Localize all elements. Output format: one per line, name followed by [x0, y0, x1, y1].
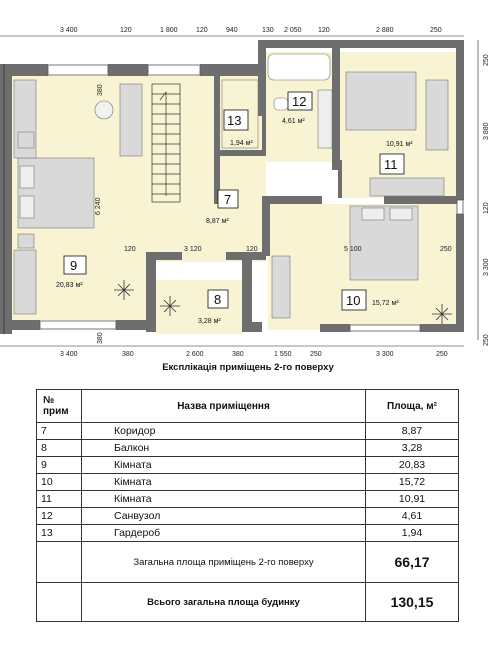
dim-label: 2 600 — [186, 351, 204, 358]
row-area: 4,61 — [366, 508, 459, 525]
svg-text:3,28 м²: 3,28 м² — [198, 318, 221, 325]
toilet — [274, 98, 288, 110]
table-row — [37, 525, 459, 542]
nightstand — [18, 132, 34, 148]
dim-label: 250 — [440, 246, 452, 253]
row-name: Санвузол — [82, 508, 366, 525]
svg-text:1,94 м²: 1,94 м² — [230, 140, 253, 147]
table-row — [37, 508, 459, 525]
svg-text:10: 10 — [346, 293, 361, 308]
row-name: Кімната — [82, 474, 366, 491]
dim-label: 380 — [122, 351, 134, 358]
nightstand — [18, 234, 34, 248]
row-num: 7 — [37, 423, 82, 440]
table-row — [37, 440, 459, 457]
total-label: Всього загальна площа будинку — [82, 583, 366, 622]
svg-text:10,91 м²: 10,91 м² — [386, 141, 413, 148]
subtotal-value: 66,17 — [366, 542, 459, 583]
row-area: 15,72 — [366, 474, 459, 491]
table-row — [37, 491, 459, 508]
dim-label: 940 — [226, 27, 238, 34]
row-area: 10,91 — [366, 491, 459, 508]
dim-label: 3 400 — [60, 27, 78, 34]
row-name: Кімната — [82, 491, 366, 508]
dim-label: 3 880 — [483, 122, 490, 140]
total-value: 130,15 — [366, 583, 459, 622]
row-num: 9 — [37, 457, 82, 474]
svg-text:8,87 м²: 8,87 м² — [206, 218, 229, 225]
dim-label: 3 120 — [184, 246, 202, 253]
row-area: 8,87 — [366, 423, 459, 440]
dim-label: 250 — [483, 334, 490, 346]
dim-label: 380 — [232, 351, 244, 358]
svg-text:12: 12 — [292, 94, 307, 109]
row-name: Гардероб — [82, 525, 366, 542]
dim-label: 1 800 — [160, 27, 178, 34]
washbasin — [318, 90, 332, 148]
dim-label: 120 — [196, 27, 208, 34]
svg-text:8: 8 — [214, 292, 222, 307]
svg-text:7: 7 — [224, 192, 232, 207]
dim-label: 2 050 — [284, 27, 302, 34]
row-area: 3,28 — [366, 440, 459, 457]
header-area: Площа, м² — [366, 390, 459, 423]
dim-label: 250 — [436, 351, 448, 358]
dim-label: 120 — [246, 246, 258, 253]
row-name: Балкон — [82, 440, 366, 457]
dim-label: 250 — [310, 351, 322, 358]
dim-label: 250 — [483, 54, 490, 66]
row-num: 12 — [37, 508, 82, 525]
pillow — [20, 196, 34, 218]
chair — [95, 101, 113, 119]
row-name: Коридор — [82, 423, 366, 440]
shelf-room-10 — [272, 256, 290, 318]
svg-text:11: 11 — [384, 157, 398, 172]
row-num: 10 — [37, 474, 82, 491]
dim-label: 130 — [262, 27, 274, 34]
shelf-room-9 — [14, 250, 36, 314]
table-row — [37, 474, 459, 491]
row-num: 11 — [37, 491, 82, 508]
dim-label: 3 400 — [60, 351, 78, 358]
dim-label: 120 — [483, 202, 490, 214]
pillow — [390, 208, 412, 220]
dim-label: 6 240 — [95, 197, 102, 215]
dim-label: 5 100 — [344, 246, 362, 253]
nightstand — [426, 80, 448, 150]
dim-label: 3 300 — [483, 258, 490, 276]
svg-text:15,72 м²: 15,72 м² — [372, 300, 399, 307]
dims-bottom — [60, 351, 448, 358]
explication-caption: Експлікація приміщень 2-го поверху — [162, 362, 334, 373]
explication-table — [36, 389, 459, 622]
dim-label: 380 — [97, 332, 104, 344]
table-header-row — [37, 390, 459, 423]
dim-label: 120 — [120, 27, 132, 34]
bed-room-11 — [346, 72, 416, 130]
desk-room-9 — [120, 84, 142, 156]
kitchenette-room-11 — [370, 178, 444, 196]
dims-right — [483, 54, 490, 346]
row-area: 1,94 — [366, 525, 459, 542]
dim-label: 250 — [430, 27, 442, 34]
dims-top — [60, 27, 442, 34]
dim-label: 3 300 — [376, 351, 394, 358]
row-num: 8 — [37, 440, 82, 457]
dim-label: 1 550 — [274, 351, 292, 358]
dim-label: 120 — [318, 27, 330, 34]
table-row — [37, 457, 459, 474]
row-area: 20,83 — [366, 457, 459, 474]
svg-text:4,61 м²: 4,61 м² — [282, 118, 305, 125]
table-row — [37, 423, 459, 440]
bathtub — [268, 54, 330, 80]
svg-text:13: 13 — [227, 113, 242, 128]
subtotal-label: Загальна площа приміщень 2-го поверху — [82, 542, 366, 583]
pillow — [20, 166, 34, 188]
dim-label: 380 — [97, 84, 104, 96]
total-row — [37, 583, 459, 622]
subtotal-row — [37, 542, 459, 583]
header-num: № прим — [37, 390, 82, 423]
svg-text:9: 9 — [70, 258, 78, 273]
pillow — [362, 208, 384, 220]
svg-text:20,83 м²: 20,83 м² — [56, 282, 83, 289]
header-name: Назва приміщення — [82, 390, 366, 423]
dim-label: 120 — [124, 246, 136, 253]
row-num: 13 — [37, 525, 82, 542]
dim-label: 2 880 — [376, 27, 394, 34]
row-name: Кімната — [82, 457, 366, 474]
